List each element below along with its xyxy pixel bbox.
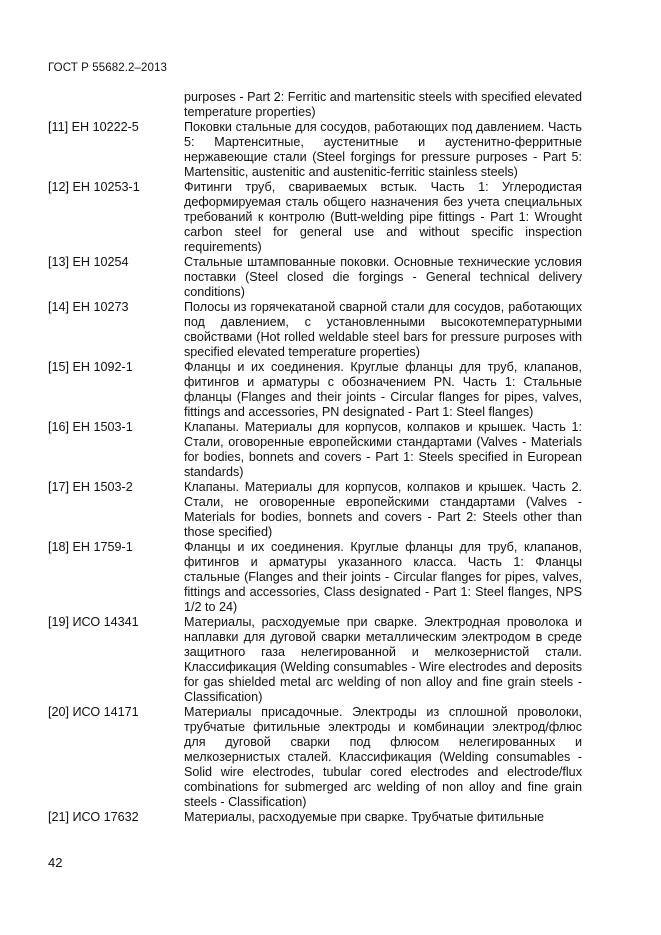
reference-entry (48, 420, 582, 480)
reference-entry (48, 300, 582, 360)
reference-text: Фланцы и их соединения. Круглые фланцы для труб, клапанов, фитингов и арматуры указанного класса. Часть 1: Фланцы стальные (Flanges and their joints - Circular flanges for pipes, valves, fittings and accessories, Class designated - Part 1: Steel flanges, NPS 1/2 to 24) (184, 540, 582, 614)
reference-entry (48, 255, 582, 300)
reference-text: Фитинги труб, свариваемых встык. Часть 1: Углеродистая деформируемая сталь общего назначения без учета специальных требований к контролю (Butt-welding pipe fittings - Part 1: Wrought carbon steel for general use and without specific inspection requirements) (184, 180, 582, 254)
reference-text: Клапаны. Материалы для корпусов, колпаков и крышек. Часть 1: Стали, оговоренные европейскими стандартами (Valves - Materials for bodies, bonnets and covers - Part 1: Steels specified in European standards) (184, 420, 582, 479)
reference-entry (48, 705, 582, 810)
reference-continuation: purposes - Part 2: Ferritic and martensitic steels with specified elevated temperature properties) (184, 90, 582, 119)
reference-id: [12] ЕН 10253-1 (48, 180, 140, 194)
reference-id: [17] ЕН 1503-2 (48, 480, 133, 494)
reference-id: [18] ЕН 1759-1 (48, 540, 133, 554)
reference-text: Материалы, расходуемые при сварке. Электродная проволока и наплавки для дуговой сварки металлическим электродом в среде защитного газа нелегированной и мелкозернистой стали. Классификация (Welding consumables - Wire electrodes and deposits for gas shielded metal arc welding of non alloy and fine grain steels - Classification) (184, 615, 582, 704)
reference-text: Поковки стальные для сосудов, работающих под давлением. Часть 5: Мартенситные, аустенитные и аустенитно-ферритные нержавеющие стали (Steel forgings for pressure purposes - Part 5: Martensitic, austenitic and austenitic-ferritic stainless steels) (184, 120, 582, 179)
reference-text: Материалы, расходуемые при сварке. Трубчатые фитильные (184, 810, 545, 824)
reference-id: [21] ИСО 17632 (48, 810, 139, 824)
reference-entry (48, 120, 582, 180)
reference-text: Стальные штампованные поковки. Основные технические условия поставки (Steel closed die forgings - General technical delivery conditions) (184, 255, 582, 299)
reference-entry (48, 360, 582, 420)
reference-entry (48, 540, 582, 615)
reference-id: [14] ЕН 10273 (48, 300, 129, 314)
reference-id: [19] ИСО 14341 (48, 615, 139, 629)
reference-entry (48, 615, 582, 705)
page-number: 42 (48, 855, 63, 870)
reference-entries (48, 120, 582, 825)
reference-entry (48, 810, 582, 825)
reference-text: Материалы присадочные. Электроды из сплошной проволоки, трубчатые фитильные электроды и комбинации электрод/флюс для дуговой сварки под флюсом нелегированных и мелкозернистых сталей. Классификация (Welding consumables - Solid wire electrodes, tubular cored electrodes and electrode/flux combinations for submerged arc welding of non alloy and fine grain steels - Classification) (184, 705, 582, 809)
page-header-standard: ГОСТ Р 55682.2–2013 (48, 62, 167, 74)
reference-entry (48, 180, 582, 255)
reference-id: [15] ЕН 1092-1 (48, 360, 133, 374)
reference-id: [11] ЕН 10222-5 (48, 120, 139, 134)
reference-text: Клапаны. Материалы для корпусов, колпаков и крышек. Часть 2. Стали, не оговоренные европейскими стандартами (Valves - Materials for bodies, bonnets and covers - Part 2: Steels other than those specified) (184, 480, 582, 539)
reference-text: Фланцы и их соединения. Круглые фланцы для труб, клапанов, фитингов и арматуры с обозначением PN. Часть 1: Стальные фланцы (Flanges and their joints - Circular flanges for pipes, valves, fittings and accessories, PN designated - Part 1: Steel flanges) (184, 360, 582, 419)
reference-id: [13] ЕН 10254 (48, 255, 129, 269)
reference-entry (48, 480, 582, 540)
reference-id: [20] ИСО 14171 (48, 705, 139, 719)
reference-text: Полосы из горячекатаной сварной стали для сосудов, работающих под давлением, с установленными высокотемпературными свойствами (Hot rolled weldable steel bars for pressure purposes with specified elevated temperature properties) (184, 300, 582, 359)
reference-id: [16] ЕН 1503-1 (48, 420, 133, 434)
reference-list (48, 90, 582, 825)
